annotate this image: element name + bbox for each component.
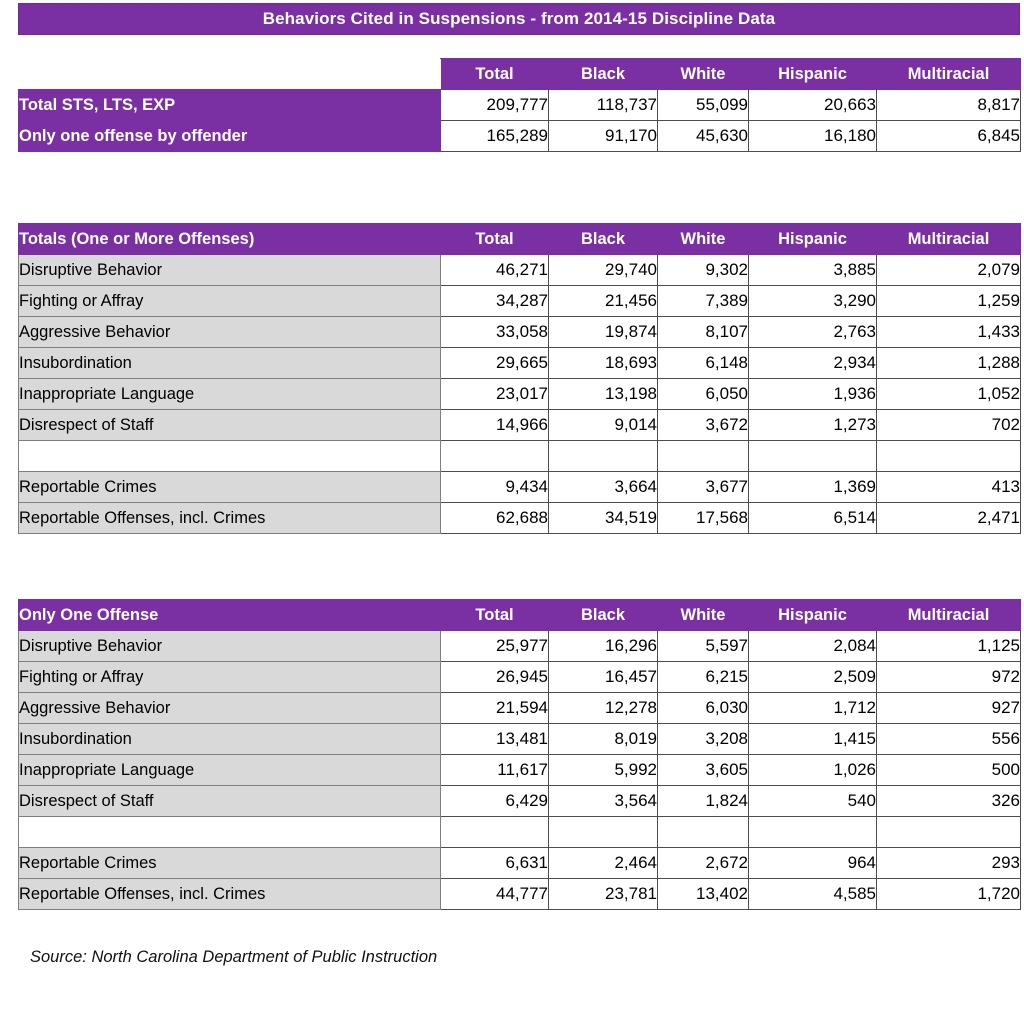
table-row: [19, 879, 1021, 910]
cell-hispanic: 20,663: [749, 90, 877, 121]
totals-table-body: [19, 255, 1021, 534]
cell-hispanic: 1,712: [749, 693, 877, 724]
source-note: Source: North Carolina Department of Public Instruction: [30, 948, 438, 966]
row-label: Reportable Crimes: [19, 472, 441, 503]
report-title-banner: [18, 3, 1020, 35]
column-header-white: White: [658, 224, 749, 255]
cell-hispanic: 4,585: [749, 879, 877, 910]
cell-hispanic: 3,290: [749, 286, 877, 317]
cell-multiracial: 1,052: [877, 379, 1021, 410]
cell-multiracial: 6,845: [877, 121, 1021, 152]
cell-multiracial: 326: [877, 786, 1021, 817]
cell-hispanic: 1,026: [749, 755, 877, 786]
table-row: [19, 348, 1021, 379]
cell-total: 25,977: [441, 631, 549, 662]
cell-total: 14,966: [441, 410, 549, 441]
cell-hispanic: 1,415: [749, 724, 877, 755]
cell-hispanic: 540: [749, 786, 877, 817]
cell-white: 3,672: [658, 410, 749, 441]
row-label: Aggressive Behavior: [19, 693, 441, 724]
cell-white: 6,148: [658, 348, 749, 379]
spacer-label: [19, 817, 441, 848]
cell-white: 1,824: [658, 786, 749, 817]
row-label: Aggressive Behavior: [19, 317, 441, 348]
cell-multiracial: 972: [877, 662, 1021, 693]
cell-black: 8,019: [549, 724, 658, 755]
cell-white: 9,302: [658, 255, 749, 286]
row-label: Inappropriate Language: [19, 755, 441, 786]
cell-hispanic: 964: [749, 848, 877, 879]
table-section-title: Totals (One or More Offenses): [19, 224, 441, 255]
row-label: Reportable Crimes: [19, 848, 441, 879]
cell-black: 13,198: [549, 379, 658, 410]
row-label: Disruptive Behavior: [19, 255, 441, 286]
column-header-total: Total: [441, 224, 549, 255]
cell-total: [441, 441, 549, 472]
cell-black: 18,693: [549, 348, 658, 379]
cell-black: 34,519: [549, 503, 658, 534]
table-row: [19, 286, 1021, 317]
row-label: Reportable Offenses, incl. Crimes: [19, 503, 441, 534]
cell-total: 33,058: [441, 317, 549, 348]
table-spacer-row: [19, 817, 1021, 848]
row-label: Reportable Offenses, incl. Crimes: [19, 879, 441, 910]
row-label: Disrespect of Staff: [19, 786, 441, 817]
cell-white: 55,099: [658, 90, 749, 121]
cell-total: 165,289: [441, 121, 549, 152]
cell-black: 21,456: [549, 286, 658, 317]
table-row: [19, 693, 1021, 724]
row-label: Total STS, LTS, EXP: [19, 90, 441, 121]
cell-total: 46,271: [441, 255, 549, 286]
summary-totals-table-body: [19, 90, 1021, 152]
table-row: [19, 255, 1021, 286]
cell-black: 3,664: [549, 472, 658, 503]
row-label: Disrespect of Staff: [19, 410, 441, 441]
cell-white: 3,605: [658, 755, 749, 786]
table-header-row: [19, 224, 1021, 255]
cell-multiracial: 500: [877, 755, 1021, 786]
column-header-hispanic: Hispanic: [749, 59, 877, 90]
header-corner-blank: [19, 59, 441, 90]
column-header-total: Total: [441, 600, 549, 631]
cell-total: 6,429: [441, 786, 549, 817]
page-title: Behaviors Cited in Suspensions - from 2014-15 Discipline Data: [262, 9, 776, 28]
column-header-multiracial: Multiracial: [877, 224, 1021, 255]
cell-white: 5,597: [658, 631, 749, 662]
cell-black: [549, 441, 658, 472]
cell-black: 23,781: [549, 879, 658, 910]
row-label: Fighting or Affray: [19, 286, 441, 317]
cell-total: 21,594: [441, 693, 549, 724]
cell-multiracial: 1,259: [877, 286, 1021, 317]
cell-total: 44,777: [441, 879, 549, 910]
cell-total: 11,617: [441, 755, 549, 786]
table-row: [19, 90, 1021, 121]
column-header-hispanic: Hispanic: [749, 600, 877, 631]
cell-hispanic: 6,514: [749, 503, 877, 534]
cell-total: 6,631: [441, 848, 549, 879]
cell-hispanic: 2,763: [749, 317, 877, 348]
cell-white: 3,208: [658, 724, 749, 755]
cell-white: 8,107: [658, 317, 749, 348]
table-row: [19, 410, 1021, 441]
cell-multiracial: [877, 441, 1021, 472]
cell-multiracial: 2,471: [877, 503, 1021, 534]
cell-white: 2,672: [658, 848, 749, 879]
row-label: Insubordination: [19, 348, 441, 379]
cell-hispanic: 3,885: [749, 255, 877, 286]
cell-hispanic: 1,936: [749, 379, 877, 410]
cell-multiracial: 1,720: [877, 879, 1021, 910]
cell-black: [549, 817, 658, 848]
table-header-row: [19, 600, 1021, 631]
cell-black: 16,296: [549, 631, 658, 662]
table-row: [19, 631, 1021, 662]
cell-total: [441, 817, 549, 848]
column-header-multiracial: Multiracial: [877, 59, 1021, 90]
cell-multiracial: 927: [877, 693, 1021, 724]
cell-multiracial: 1,288: [877, 348, 1021, 379]
cell-hispanic: 1,369: [749, 472, 877, 503]
cell-hispanic: 16,180: [749, 121, 877, 152]
cell-hispanic: 2,084: [749, 631, 877, 662]
cell-white: 45,630: [658, 121, 749, 152]
cell-white: 3,677: [658, 472, 749, 503]
cell-hispanic: 2,509: [749, 662, 877, 693]
cell-white: 17,568: [658, 503, 749, 534]
only-one-offense-table-head: [19, 600, 1021, 631]
table-row: [19, 472, 1021, 503]
only-one-offense-table: [18, 599, 1021, 910]
cell-multiracial: 2,079: [877, 255, 1021, 286]
table-spacer-row: [19, 441, 1021, 472]
cell-white: 13,402: [658, 879, 749, 910]
column-header-black: Black: [549, 600, 658, 631]
cell-black: 19,874: [549, 317, 658, 348]
cell-total: 209,777: [441, 90, 549, 121]
cell-multiracial: 702: [877, 410, 1021, 441]
totals-table-head: [19, 224, 1021, 255]
cell-total: 34,287: [441, 286, 549, 317]
column-header-black: Black: [549, 59, 658, 90]
cell-black: 91,170: [549, 121, 658, 152]
cell-hispanic: [749, 441, 877, 472]
cell-total: 62,688: [441, 503, 549, 534]
column-header-total: Total: [441, 59, 549, 90]
summary-totals-table: [18, 58, 1021, 152]
table-row: [19, 786, 1021, 817]
cell-multiracial: 8,817: [877, 90, 1021, 121]
cell-multiracial: 556: [877, 724, 1021, 755]
column-header-black: Black: [549, 224, 658, 255]
summary-totals-table-head: [19, 59, 1021, 90]
row-label: Inappropriate Language: [19, 379, 441, 410]
table-row: [19, 848, 1021, 879]
totals-one-or-more-offenses-table: [18, 223, 1021, 534]
row-label: Disruptive Behavior: [19, 631, 441, 662]
table-row: [19, 317, 1021, 348]
spacer-label: [19, 441, 441, 472]
table-row: [19, 379, 1021, 410]
cell-white: [658, 441, 749, 472]
only-one-offense-table-body: [19, 631, 1021, 910]
table-section-title: Only One Offense: [19, 600, 441, 631]
row-label: Insubordination: [19, 724, 441, 755]
cell-total: 9,434: [441, 472, 549, 503]
cell-white: 6,215: [658, 662, 749, 693]
cell-hispanic: 1,273: [749, 410, 877, 441]
cell-hispanic: [749, 817, 877, 848]
column-header-white: White: [658, 600, 749, 631]
cell-black: 3,564: [549, 786, 658, 817]
table-header-row: [19, 59, 1021, 90]
cell-white: 7,389: [658, 286, 749, 317]
cell-white: [658, 817, 749, 848]
cell-multiracial: [877, 817, 1021, 848]
cell-total: 26,945: [441, 662, 549, 693]
cell-black: 118,737: [549, 90, 658, 121]
cell-total: 13,481: [441, 724, 549, 755]
cell-multiracial: 1,125: [877, 631, 1021, 662]
cell-white: 6,030: [658, 693, 749, 724]
cell-hispanic: 2,934: [749, 348, 877, 379]
cell-black: 9,014: [549, 410, 658, 441]
cell-black: 2,464: [549, 848, 658, 879]
table-row: [19, 121, 1021, 152]
cell-total: 29,665: [441, 348, 549, 379]
cell-black: 12,278: [549, 693, 658, 724]
row-label: Only one offense by offender: [19, 121, 441, 152]
table-row: [19, 503, 1021, 534]
table-row: [19, 724, 1021, 755]
table-row: [19, 755, 1021, 786]
row-label: Fighting or Affray: [19, 662, 441, 693]
column-header-hispanic: Hispanic: [749, 224, 877, 255]
table-row: [19, 662, 1021, 693]
cell-white: 6,050: [658, 379, 749, 410]
cell-multiracial: 413: [877, 472, 1021, 503]
column-header-white: White: [658, 59, 749, 90]
cell-total: 23,017: [441, 379, 549, 410]
cell-black: 16,457: [549, 662, 658, 693]
cell-multiracial: 293: [877, 848, 1021, 879]
column-header-multiracial: Multiracial: [877, 600, 1021, 631]
cell-black: 5,992: [549, 755, 658, 786]
cell-multiracial: 1,433: [877, 317, 1021, 348]
cell-black: 29,740: [549, 255, 658, 286]
